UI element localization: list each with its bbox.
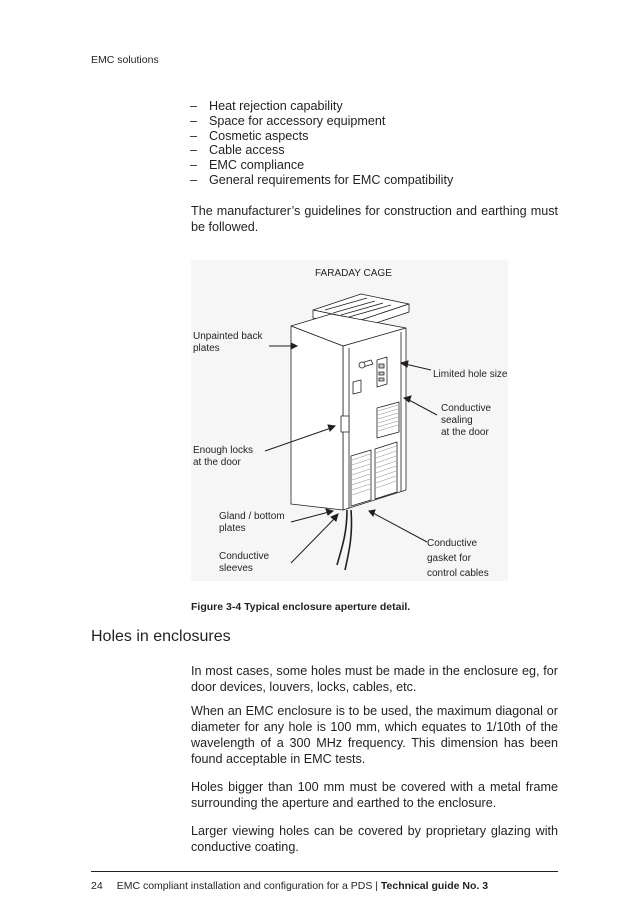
footer-text: EMC compliant installation and configuration for a PDS | bbox=[116, 880, 381, 892]
arrow bbox=[369, 510, 375, 516]
intro-paragraph: The manufacturer’s guidelines for construction and earthing must be followed. bbox=[191, 204, 558, 234]
requirements-list bbox=[190, 99, 453, 188]
label-conductive-gasket: Conductive gasket for control cables bbox=[427, 538, 489, 579]
arrow bbox=[331, 514, 338, 521]
arrow bbox=[326, 509, 333, 515]
figure-caption: Figure 3-4 Typical enclosure aperture detail. bbox=[191, 601, 411, 613]
label-conductive-sleeves: Conductive sleeves bbox=[219, 551, 270, 574]
figure-faraday-cage bbox=[191, 260, 508, 581]
running-header: EMC solutions bbox=[91, 54, 159, 66]
lower-louver-right bbox=[375, 442, 397, 499]
label-conductive-sealing: Conductive sealing at the door bbox=[441, 403, 492, 438]
label-unpainted-back-plates: Unpainted back plates bbox=[193, 331, 263, 354]
label-gland-bottom-plates: Gland / bottom plates bbox=[219, 511, 285, 534]
list-item: – Heat rejection capability bbox=[190, 99, 453, 114]
list-item: – EMC compliance bbox=[190, 158, 453, 173]
list-item: – Space for accessory equipment bbox=[190, 114, 453, 129]
power-cable bbox=[337, 510, 347, 565]
list-item: – General requirements for EMC compatibility bbox=[190, 173, 453, 188]
footer-guide-title: Technical guide No. 3 bbox=[380, 880, 489, 892]
footer-divider bbox=[91, 871, 558, 872]
cabinet-side bbox=[291, 326, 343, 510]
label-enough-locks: Enough locks at the door bbox=[193, 445, 254, 468]
list-item: – Cosmetic aspects bbox=[190, 129, 453, 144]
door-lock bbox=[341, 416, 349, 432]
list-item: – Cable access bbox=[190, 143, 453, 158]
paragraph: Holes bigger than 100 mm must be covered with a metal frame surrounding the aperture and earthed to the enclosure. bbox=[191, 780, 558, 810]
paragraph: When an EMC enclosure is to be used, the maximum diagonal or diameter for any hole is 100 mm, which equates to 1/10th of the wavelength of a 300 MHz frequency. This dimension has been found acceptable in EMC tests. bbox=[191, 704, 558, 766]
lower-louver-left bbox=[351, 450, 371, 506]
page-number: 24 bbox=[91, 880, 103, 892]
section-heading: Holes in enclosures bbox=[91, 628, 231, 645]
paragraph: Larger viewing holes can be covered by proprietary glazing with conductive coating. bbox=[191, 824, 558, 854]
label-limited-hole-size: Limited hole size bbox=[433, 369, 508, 380]
figure-title: FARADAY CAGE bbox=[315, 268, 392, 279]
page-footer bbox=[91, 880, 488, 892]
paragraph: In most cases, some holes must be made in the enclosure eg, for door devices, louvers, locks, cables, etc. bbox=[191, 664, 558, 694]
